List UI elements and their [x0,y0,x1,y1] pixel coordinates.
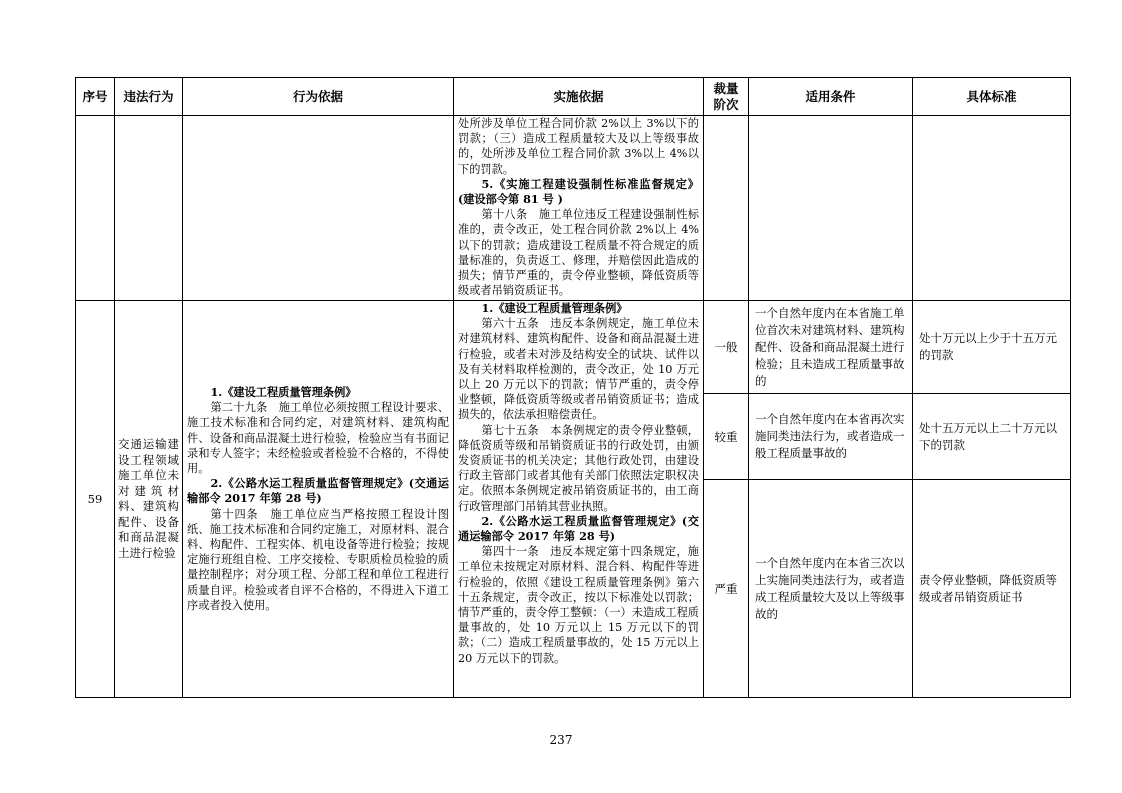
standard-general: 处十万元以上少于十五万元的罚款 [919,331,1057,362]
cont-standard-cell [913,116,1071,301]
page-number: 237 [549,733,573,747]
cont-impl-cell [454,116,704,301]
header-level: 裁量阶次 [704,78,749,116]
impl-para-2: 第七十五条 本条例规定的责令停业整顿，降低资质等级和吊销资质证书的行政处罚，由颁发资质证书的机关决定；其他行政处罚，由建设行政主管部门或者其他有关部门依照法定职权决定。依照本条例规定被吊销资质证书的，由工商行政管理部门吊销其营业执照。 [458,423,699,513]
impl-heading-2: 2.《公路水运工程质量监督管理规定》(交通运输部令 2017 年第 28 号) [458,513,699,544]
row-59-basis-cell [183,301,454,698]
basis-heading-1: 1.《建设工程质量管理条例》 [210,384,357,399]
continuation-row [76,116,1071,301]
condition-serious: 一个自然年度内在本省再次实施同类违法行为，或者造成一般工程质量事故的 [755,412,905,460]
impl-para-3: 第四十一条 违反本规定第十四条规定，施工单位未按规定对原材料、混合料、构配件等进行检验的，依照《建设工程质量管理条例》第六十五条规定，责令改正，按以下标准处以罚款；情节严重的，责令停工整顿：（一）未造成工程质量事故的，处 10 万元以上 15 万元以下的罚款；（二）造成工程质量事故的，处 15 万元以上 20 万元以下的罚款。 [458,545,699,665]
header-impl: 实施依据 [454,78,704,116]
row-59-violation: 交通运输建设工程领域施工单位未对建筑材料、建筑构配件、设备和商品混凝土进行检验 [118,437,179,560]
header-condition: 适用条件 [749,78,913,116]
standard-serious-cell [913,394,1071,480]
standard-general-cell [913,301,1071,394]
header-standard: 具体标准 [913,78,1071,116]
row-59-seq: 59 [76,301,115,698]
level-severe: 严重 [704,480,749,698]
condition-serious-cell [749,394,913,480]
header-violation: 违法行为 [115,78,183,116]
row-59-level-1 [76,301,1071,394]
impl-para-1: 第六十五条 违反本条例规定，施工单位未对建筑材料、建筑构配件、设备和商品混凝土进行检验，或者未对涉及结构安全的试块、试件以及有关材料取样检测的，责令改正，处 10 万元以上 20 万元以下的罚款；情节严重的，责令停业整顿，降低资质等级或者吊销资质证书；造成损失的，依法承担赔偿责任。 [458,317,699,422]
header-basis: 行为依据 [183,78,454,116]
condition-severe: 一个自然年度内在本省三次以上实施同类违法行为，或者造成工程质量较大及以上等级事故的 [755,555,905,621]
penalty-table [75,77,1071,698]
condition-severe-cell [749,480,913,698]
condition-general-cell [749,301,913,394]
cont-impl-p2: 第十八条 施工单位违反工程建设强制性标准的，责令改正，处工程合同价款 2%以上 4%以下的罚款；造成建设工程质量不符合规定的质量标准的，负责返工、修理，并赔偿因此造成的损失；情节严重的，责令停业整顿，降低资质等级或者吊销资质证书。 [458,208,699,298]
cont-basis-cell [183,116,454,301]
row-59-impl-cell [454,301,704,698]
basis-para-1: 第二十九条 施工单位必须按照工程设计要求、施工技术标准和合同约定，对建筑材料、建筑构配件、设备和商品混凝土进行检验，检验应当有书面记录和专人签字；未经检验或者检验不合格的，不得使用。 [187,401,449,475]
header-row [76,78,1071,116]
level-serious: 较重 [704,394,749,480]
header-seq: 序号 [76,78,115,116]
cont-condition-cell [749,116,913,301]
cont-violation-cell [115,116,183,301]
level-general: 一般 [704,301,749,394]
standard-severe: 责令停业整顿，降低资质等级或者吊销资质证书 [919,572,1057,604]
cont-seq-cell [76,116,115,301]
cont-level-cell [704,116,749,301]
standard-severe-cell [913,480,1071,698]
basis-heading-2: 2.《公路水运工程质量监督管理规定》(交通运输部令 2017 年第 28 号) [187,476,449,506]
basis-para-2: 第十四条 施工单位应当严格按照工程设计图纸、施工技术标准和合同约定施工，对原材料、混合料、构配件、工程实体、机电设备等进行检验；按规定施行班组自检、工序交接检、专职质检员检验的质量控制程序；对分项工程、分部工程和单位工程进行质量自评。检验或者自评不合格的，不得进入下道工序或者投入使用。 [187,507,449,612]
condition-general: 一个自然年度内在本省施工单位首次未对建筑材料、建筑构配件、设备和商品混凝土进行检验；且未造成工程质量事故的 [755,305,905,388]
standard-serious: 处十五万元以上二十万元以下的罚款 [919,420,1057,452]
impl-heading-1: 1.《建设工程质量管理条例》 [481,301,628,315]
row-59-violation-cell [115,301,183,698]
cont-impl-p1: 处所涉及单位工程合同价款 2%以上 3%以下的罚款；（三）造成工程质量较大及以上等级事故的，处所涉及单位工程合同价款 3%以上 4%以下的罚款。 [458,117,699,176]
cont-impl-heading: 5.《实施工程建设强制性标准监督规定》(建设部令第 81 号 ) [458,176,699,207]
